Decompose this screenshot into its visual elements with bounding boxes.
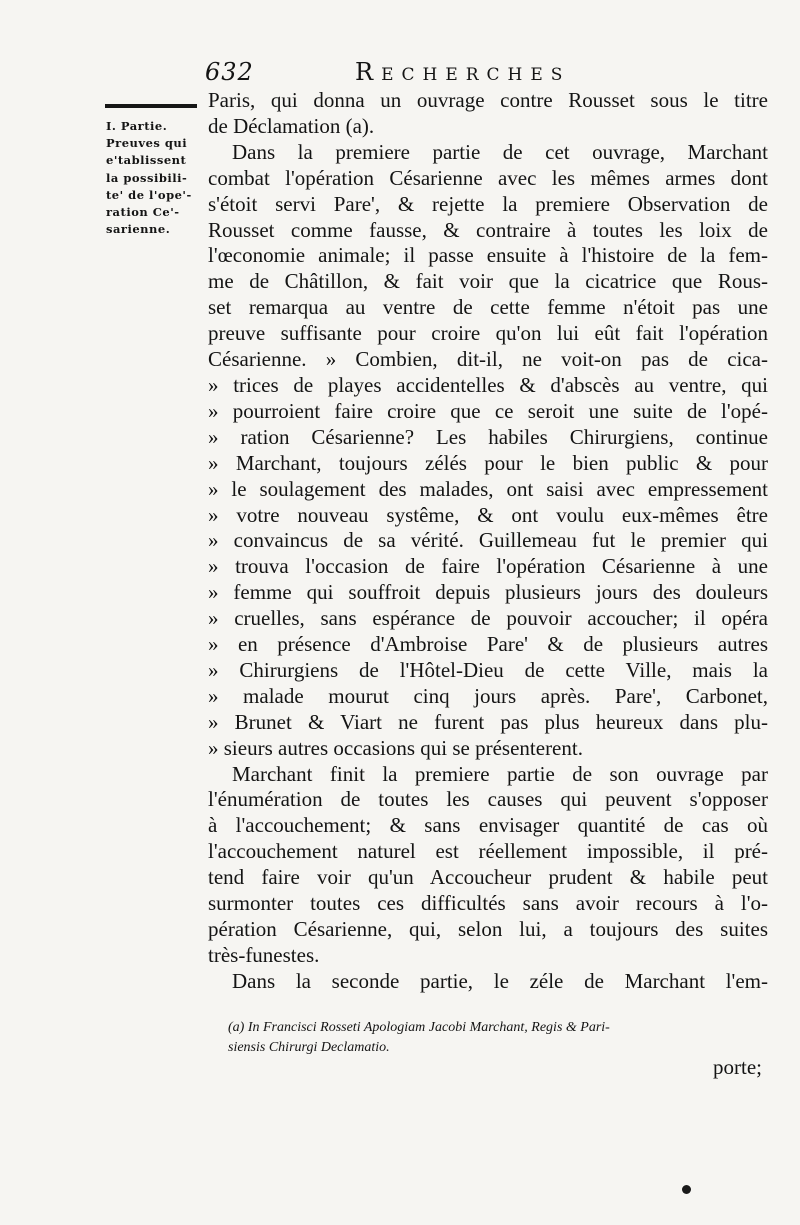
body-line: » le soulagement des malades, ont saisi avec empressement bbox=[208, 476, 768, 501]
body-line: » en présence d'Ambroise Pare' & de plusieurs autres bbox=[208, 632, 768, 657]
body-line: très-funestes. bbox=[208, 942, 320, 967]
page-number: 632 bbox=[205, 58, 254, 86]
margin-rule bbox=[105, 104, 197, 108]
body-line: » trices de playes accidentelles & d'abscès au ventre, qui bbox=[208, 372, 768, 397]
body-line: tend faire voir qu'un Accoucheur prudent & habile peut bbox=[208, 865, 768, 890]
body-line: » sieurs autres occasions qui se présenterent. bbox=[208, 735, 583, 760]
body-line: » convaincus de sa vérité. Guillemeau fut le premier qui bbox=[208, 528, 768, 553]
body-line: surmonter toutes ces difficultés sans avoir recours à l'o- bbox=[208, 891, 768, 916]
footnote-line: (a) In Francisci Rosseti Apologiam Jacobi Marchant, Regis & Pari- bbox=[228, 1020, 610, 1035]
ink-dot bbox=[682, 1185, 691, 1194]
footnote-line: siensis Chirurgi Declamatio. bbox=[228, 1040, 390, 1055]
body-line: » Brunet & Viart ne furent pas plus heureux dans plu- bbox=[208, 709, 768, 734]
body-line: » femme qui souffroit depuis plusieurs jours des douleurs bbox=[208, 580, 768, 605]
body-line: preuve suffisante pour croire qu'on lui eût fait l'opération bbox=[208, 321, 768, 346]
body-line: à l'accouchement; & sans envisager quantité de cas où bbox=[208, 813, 768, 838]
page-header bbox=[205, 58, 765, 92]
marginal-line: sarienne. bbox=[106, 222, 171, 237]
body-line: combat l'opération Césarienne avec les mêmes armes dont bbox=[208, 165, 768, 190]
marginal-line: te' de l'ope'- bbox=[106, 187, 192, 202]
body-line: Dans la seconde partie, le zéle de Marchant l'em- bbox=[232, 968, 768, 993]
footnote bbox=[228, 1018, 768, 1058]
body-line: pération Césarienne, qui, selon lui, a toujours des suites bbox=[208, 917, 768, 941]
body-line: l'œconomie animale; il passe ensuite à l'histoire de la fem- bbox=[208, 243, 768, 268]
body-line: de Déclamation (a). bbox=[208, 113, 375, 138]
body-line: » malade mourut cinq jours après. Pare', Carbonet, bbox=[208, 683, 768, 708]
marginal-line: e'tablissent bbox=[106, 153, 187, 168]
body-line: » ration Césarienne? Les habiles Chirurgiens, continue bbox=[208, 424, 768, 449]
body-line: » trouva l'occasion de faire l'opération Césarienne à une bbox=[208, 554, 768, 579]
body-line: l'énumération de toutes les causes qui peuvent s'opposer bbox=[208, 787, 768, 812]
body-line: » Marchant, toujours zélés pour le bien public & pour bbox=[208, 450, 768, 475]
body-line: s'étoit servi Pare', & rejette la premiere Observation de bbox=[208, 191, 768, 216]
body-line: l'accouchement naturel est réellement impossible, il pré- bbox=[208, 839, 768, 864]
body-line: Marchant finit la premiere partie de son ouvrage par bbox=[232, 761, 768, 786]
catchword: porte; bbox=[713, 1055, 762, 1079]
body-line: » cruelles, sans espérance de pouvoir accoucher; il opéra bbox=[208, 606, 768, 631]
body-line: » pourroient faire croire que ce seroit une suite de l'opé- bbox=[208, 398, 768, 423]
marginal-line: la possibili- bbox=[106, 170, 188, 185]
marginal-line: I. Partie. bbox=[106, 119, 168, 133]
marginal-line: ration Ce'- bbox=[106, 205, 180, 220]
running-title: Recherches bbox=[355, 58, 571, 86]
body-text bbox=[208, 88, 768, 995]
body-line: Paris, qui donna un ouvrage contre Rousset sous le titre bbox=[208, 88, 768, 112]
body-line: Césarienne. » Combien, dit-il, ne voit-on pas de cica- bbox=[208, 347, 768, 372]
body-line: me de Châtillon, & fait voir que la cicatrice que Rous- bbox=[208, 269, 768, 294]
body-line: set remarqua au ventre de cette femme n'étoit pas une bbox=[208, 295, 768, 320]
marginal-line: Preuves qui bbox=[106, 136, 188, 151]
body-line: » votre nouveau systême, & ont voulu eux-mêmes être bbox=[208, 502, 768, 527]
body-line: » Chirurgiens de l'Hôtel-Dieu de cette Ville, mais la bbox=[208, 657, 768, 682]
body-line: Dans la premiere partie de cet ouvrage, Marchant bbox=[232, 139, 768, 164]
marginal-note bbox=[106, 118, 206, 238]
body-line: Rousset comme fausse, & contraire à toutes les loix de bbox=[208, 217, 768, 242]
